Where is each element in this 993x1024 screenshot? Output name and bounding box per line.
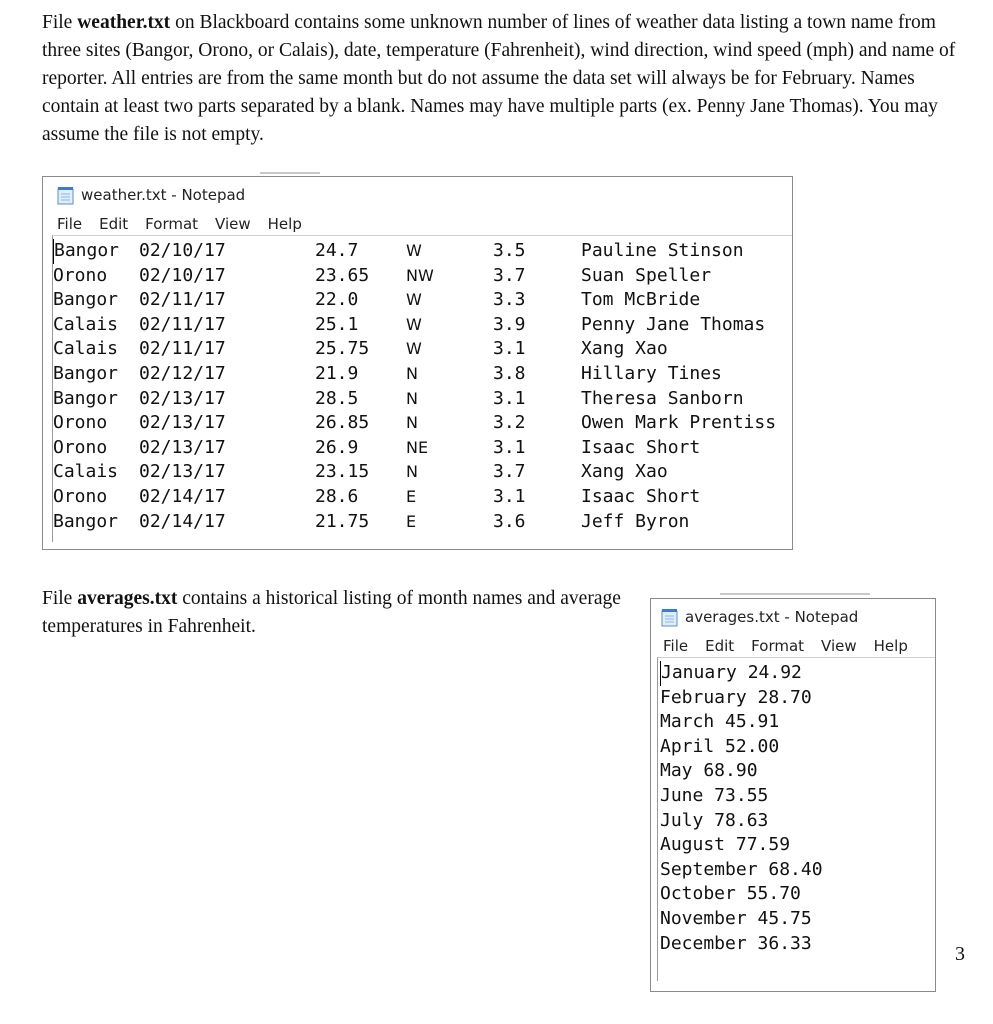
menu-item-edit[interactable]: Edit: [99, 215, 129, 233]
temp-cell: 23.15: [315, 461, 370, 483]
weather-line: [53, 411, 792, 436]
menu-item-file[interactable]: File: [663, 637, 689, 655]
weather-line: [53, 485, 792, 510]
wind-direction-cell: N: [406, 413, 418, 433]
weather-window-titlebar[interactable]: [43, 177, 792, 213]
reporter-cell: Tom McBride: [581, 289, 701, 311]
weather-line: [53, 460, 792, 485]
date-cell: 02/13/17: [139, 461, 226, 483]
intro-paragraph: [42, 9, 957, 149]
wind-speed-cell: 3.6: [493, 510, 526, 532]
month-average-text: December 36.33: [660, 932, 812, 954]
reporter-cell: Suan Speller: [581, 264, 712, 286]
town-cell: Bangor: [53, 289, 119, 311]
wind-speed-cell: 3.1: [493, 436, 526, 458]
crop-artifact: [720, 593, 870, 595]
temp-cell: 23.65: [315, 264, 370, 286]
month-average-text: November 45.75: [660, 907, 812, 929]
weather-line: [53, 387, 792, 412]
menu-item-format[interactable]: Format: [145, 215, 199, 233]
menu-item-edit[interactable]: Edit: [705, 637, 735, 655]
date-cell: 02/14/17: [139, 510, 226, 532]
notepad-icon: [661, 608, 678, 627]
date-cell: 02/11/17: [139, 313, 226, 335]
temp-cell: 25.1: [315, 313, 359, 335]
averages-paragraph: [42, 585, 632, 641]
weather-line: [53, 436, 792, 461]
reporter-cell: Isaac Short: [581, 485, 701, 507]
wind-direction-cell: N: [406, 388, 418, 408]
town-cell: Orono: [53, 485, 108, 507]
town-cell: Orono: [53, 412, 108, 434]
temp-cell: 21.75: [315, 510, 370, 532]
temp-cell: 24.7: [315, 240, 359, 261]
town-cell: Bangor: [53, 239, 119, 264]
menu-item-help[interactable]: Help: [873, 637, 908, 655]
reporter-cell: Theresa Sanborn: [581, 387, 744, 409]
temp-cell: 22.0: [315, 289, 359, 311]
wind-speed-cell: 3.9: [493, 313, 526, 335]
reporter-cell: Pauline Stinson: [581, 240, 744, 261]
weather-text-area[interactable]: [52, 235, 792, 542]
wind-direction-cell: W: [406, 241, 422, 260]
temp-cell: 25.75: [315, 338, 370, 360]
weather-line: [53, 264, 792, 289]
weather-line: [53, 239, 792, 264]
average-line: [660, 882, 935, 907]
town-cell: Bangor: [53, 362, 119, 384]
wind-speed-cell: 3.2: [493, 412, 526, 434]
average-line: [660, 759, 935, 784]
month-average-text: October 55.70: [660, 883, 801, 905]
averages-window-title: averages.txt - Notepad: [685, 608, 859, 626]
wind-direction-cell: W: [406, 314, 422, 334]
date-cell: 02/10/17: [139, 240, 226, 261]
date-cell: 02/13/17: [139, 387, 226, 409]
menu-item-help[interactable]: Help: [267, 215, 302, 233]
wind-direction-cell: N: [406, 363, 418, 383]
temp-cell: 21.9: [315, 362, 359, 384]
wind-direction-cell: NE: [406, 437, 429, 457]
average-line: [660, 858, 935, 883]
month-average-text: March 45.91: [660, 711, 780, 733]
town-cell: Calais: [53, 338, 119, 360]
town-cell: Orono: [53, 436, 108, 458]
wind-direction-cell: W: [406, 290, 422, 310]
menu-item-view[interactable]: View: [215, 215, 251, 233]
average-line: [660, 809, 935, 834]
menu-item-format[interactable]: Format: [751, 637, 805, 655]
reporter-cell: Hillary Tines: [581, 362, 722, 384]
town-cell: Orono: [53, 264, 108, 286]
wind-speed-cell: 3.7: [493, 264, 526, 286]
notepad-icon: [57, 186, 74, 205]
wind-speed-cell: 3.7: [493, 461, 526, 483]
town-cell: Calais: [53, 461, 119, 483]
averages-notepad-window[interactable]: [650, 598, 936, 992]
weather-menu-bar: [43, 213, 792, 235]
filename-bold: averages.txt: [77, 588, 178, 609]
reporter-cell: Penny Jane Thomas: [581, 313, 766, 335]
page-number: 3: [955, 943, 965, 965]
wind-direction-cell: N: [406, 462, 418, 482]
weather-window-title: weather.txt - Notepad: [81, 186, 246, 204]
date-cell: 02/13/17: [139, 412, 226, 434]
crop-artifact: [260, 172, 320, 174]
wind-direction-cell: E: [406, 486, 417, 506]
date-cell: 02/14/17: [139, 485, 226, 507]
averages-window-titlebar[interactable]: [651, 599, 935, 635]
month-average-text: February 28.70: [660, 686, 812, 708]
weather-line: [53, 362, 792, 387]
temp-cell: 26.85: [315, 412, 370, 434]
date-cell: 02/11/17: [139, 338, 226, 360]
wind-speed-cell: 3.1: [493, 485, 526, 507]
paragraph-text: File: [42, 12, 78, 33]
date-cell: 02/10/17: [139, 264, 226, 286]
weather-notepad-window[interactable]: [42, 176, 793, 550]
reporter-cell: Xang Xao: [581, 338, 668, 360]
weather-line: [53, 510, 792, 535]
town-cell: Bangor: [53, 510, 119, 532]
town-cell: Calais: [53, 313, 119, 335]
temp-cell: 28.6: [315, 485, 359, 507]
month-average-text: August 77.59: [660, 834, 791, 856]
average-line: [660, 686, 935, 711]
paragraph-text: on Blackboard contains some unknown number of lines of weather data listing a town name from three sites (Bangor, Orono, or Calais), date, temperature (Fahrenheit), wind direction, wind speed (mph) and name of reporter. All entries are from the same month but do not assume the data set will always be for February. Names contain at least two parts separated by a blank. Names may have multiple parts (ex. Penny Jane Thomas). You may assume the file is not empty.: [42, 12, 956, 145]
average-line: [660, 907, 935, 932]
paragraph-text: File: [42, 588, 78, 609]
wind-speed-cell: 3.1: [493, 387, 526, 409]
menu-item-file[interactable]: File: [57, 215, 83, 233]
averages-menu-bar: [651, 635, 935, 657]
date-cell: 02/12/17: [139, 362, 226, 384]
temp-cell: 28.5: [315, 387, 359, 409]
wind-speed-cell: 3.8: [493, 362, 526, 384]
town-cell: Bangor: [53, 387, 119, 409]
date-cell: 02/13/17: [139, 436, 226, 458]
reporter-cell: Xang Xao: [581, 461, 668, 483]
averages-text-area[interactable]: [657, 657, 935, 981]
wind-direction-cell: W: [406, 339, 422, 359]
wind-speed-cell: 3.1: [493, 338, 526, 360]
weather-line: [53, 337, 792, 362]
wind-speed-cell: 3.3: [493, 289, 526, 311]
filename-bold: weather.txt: [77, 12, 171, 33]
weather-line: [53, 313, 792, 338]
wind-direction-cell: E: [406, 511, 417, 531]
wind-direction-cell: NW: [406, 265, 434, 285]
month-average-text: September 68.40: [660, 858, 823, 880]
average-line: [660, 661, 935, 686]
month-average-text: April 52.00: [660, 735, 780, 757]
reporter-cell: Isaac Short: [581, 436, 701, 458]
reporter-cell: Jeff Byron: [581, 510, 690, 532]
weather-line: [53, 288, 792, 313]
average-line: [660, 735, 935, 760]
menu-item-view[interactable]: View: [821, 637, 857, 655]
average-line: [660, 932, 935, 957]
month-average-text: May 68.90: [660, 760, 758, 782]
date-cell: 02/11/17: [139, 289, 226, 311]
wind-speed-cell: 3.5: [493, 240, 526, 261]
average-line: [660, 710, 935, 735]
temp-cell: 26.9: [315, 436, 359, 458]
average-line: [660, 833, 935, 858]
paragraph-text: contains a historical listing of month names and average temperatures in Fahrenheit.: [42, 588, 621, 637]
month-average-text: July 78.63: [660, 809, 769, 831]
month-average-text: June 73.55: [660, 784, 769, 806]
average-line: [660, 784, 935, 809]
reporter-cell: Owen Mark Prentiss: [581, 412, 777, 434]
month-average-text: January 24.92: [660, 661, 802, 686]
